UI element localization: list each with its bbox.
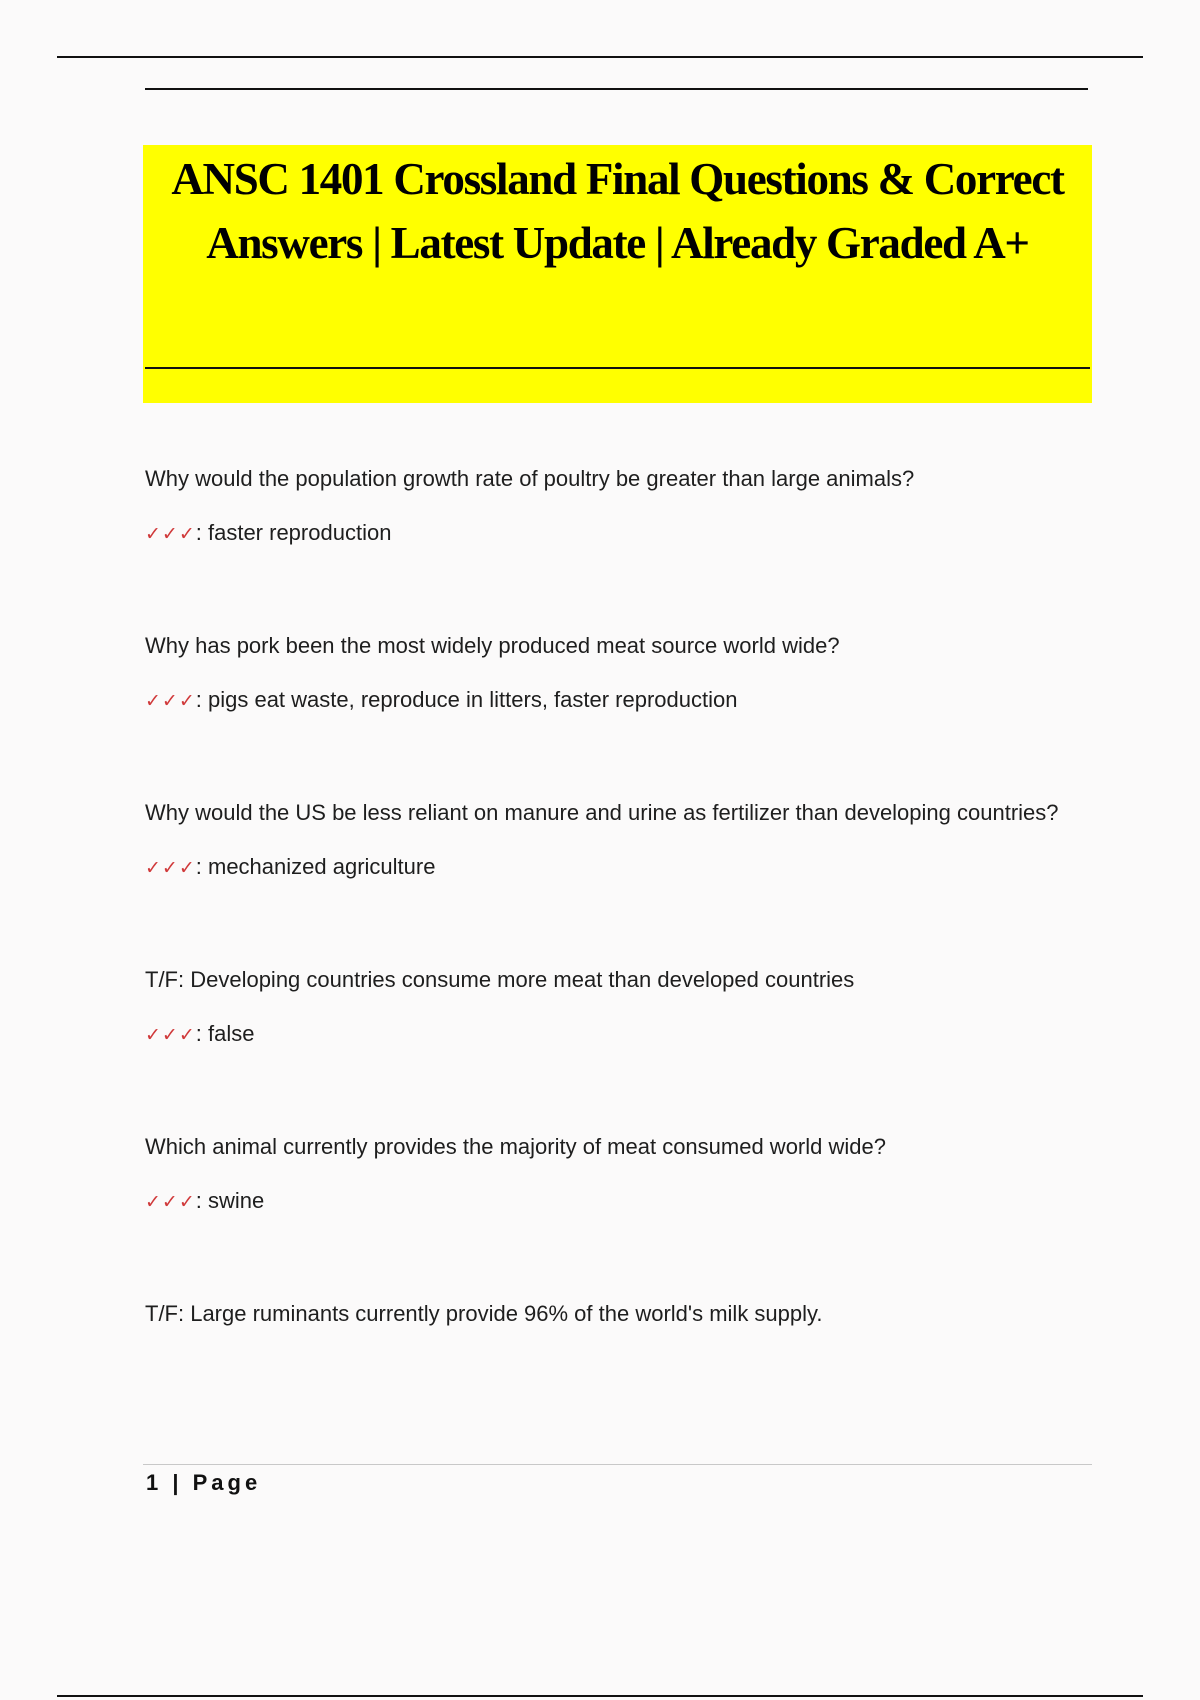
- answer-line: [145, 1007, 1075, 1062]
- qa-list: [145, 452, 1075, 1399]
- check-icon: ✓✓✓: [145, 690, 196, 712]
- qa-item: [145, 1287, 1075, 1341]
- page-bottom-rule: [57, 1695, 1143, 1697]
- question-text: T/F: Large ruminants currently provide 96% of the world's milk supply.: [145, 1301, 823, 1326]
- answer-text: : mechanized agriculture: [195, 854, 436, 879]
- footer-rule: [143, 1464, 1092, 1465]
- answer-text: : swine: [195, 1188, 265, 1213]
- qa-item: [145, 953, 1075, 1062]
- question-text: Why has pork been the most widely produced meat source world wide?: [145, 633, 840, 658]
- answer-text: : pigs eat waste, reproduce in litters, faster reproduction: [195, 687, 738, 712]
- answer-text: : faster reproduction: [195, 520, 392, 545]
- question-text: Why would the US be less reliant on manure and urine as fertilizer than developing countries?: [145, 800, 1059, 825]
- title-underline: [145, 367, 1090, 369]
- title-banner: [143, 145, 1092, 403]
- question-text: T/F: Developing countries consume more meat than developed countries: [145, 967, 855, 992]
- document-title: ANSC 1401 Crossland Final Questions & Correct Answers | Latest Update | Already Graded A+: [171, 154, 1064, 268]
- qa-item: [145, 786, 1075, 895]
- answer-text: : false: [195, 1021, 255, 1046]
- answer-line: [145, 506, 1075, 561]
- check-icon: ✓✓✓: [145, 1191, 196, 1213]
- check-icon: ✓✓✓: [145, 1024, 196, 1046]
- answer-line: [145, 840, 1075, 895]
- qa-item: [145, 1120, 1075, 1229]
- answer-line: [145, 673, 1075, 728]
- question-text: Why would the population growth rate of poultry be greater than large animals?: [145, 466, 915, 491]
- page-top-rule: [57, 56, 1143, 58]
- answer-line: [145, 1174, 1075, 1229]
- check-icon: ✓✓✓: [145, 857, 196, 879]
- page-number: 1 | Page: [146, 1470, 262, 1495]
- qa-item: [145, 619, 1075, 728]
- qa-item: [145, 452, 1075, 561]
- header-rule: [145, 88, 1088, 90]
- question-text: Which animal currently provides the majority of meat consumed world wide?: [145, 1134, 886, 1159]
- check-icon: ✓✓✓: [145, 523, 196, 545]
